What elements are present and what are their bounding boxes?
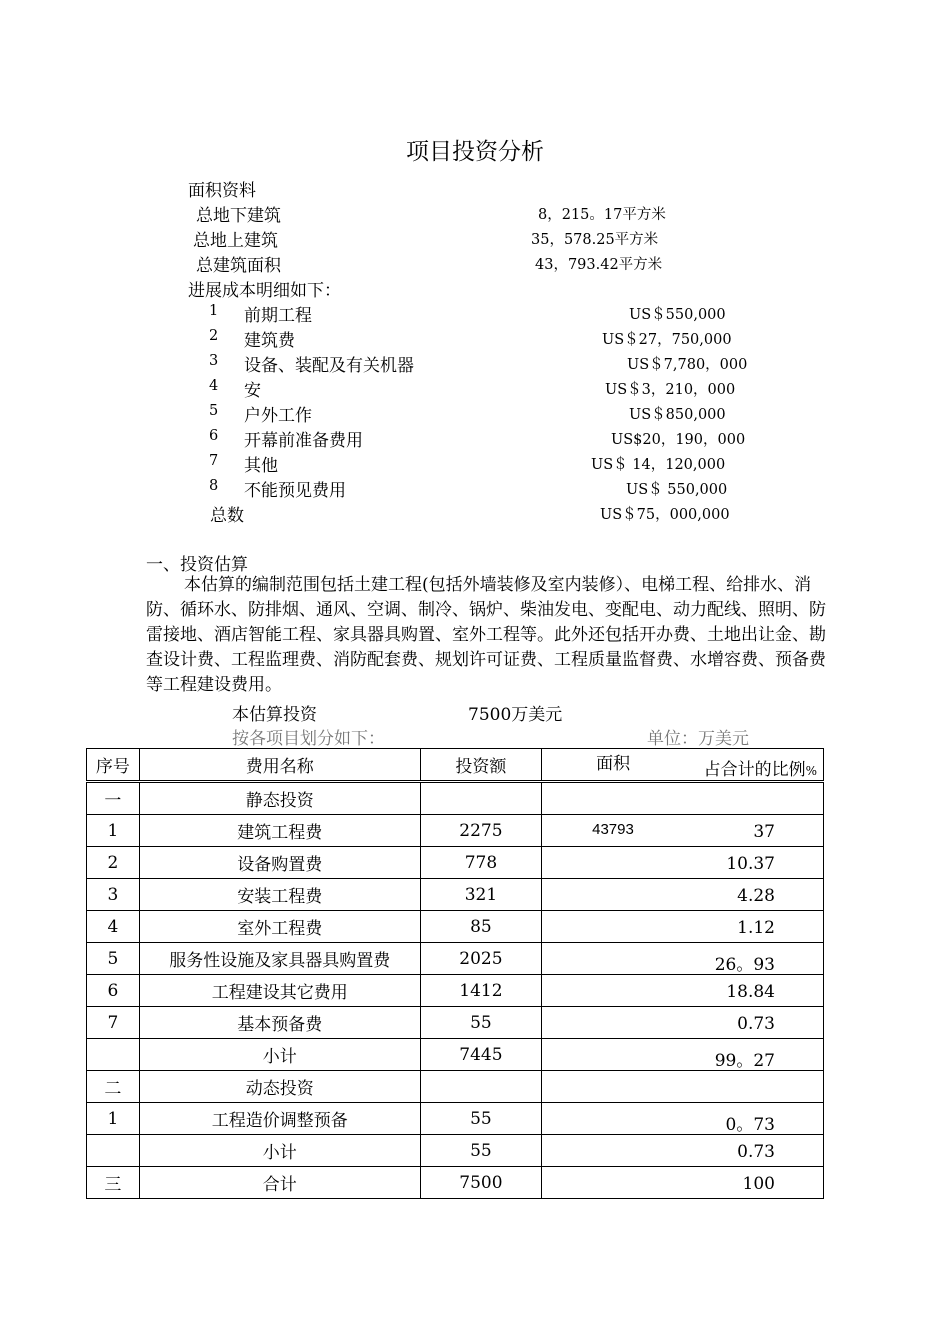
row-no: 4 — [87, 911, 140, 943]
row-area-ratio — [542, 943, 824, 975]
row-name: 设备购置费 — [139, 847, 420, 879]
cost-item-name: 户外工作 — [244, 406, 312, 426]
row-amount: 55 — [420, 1135, 541, 1167]
header-area: 面积 — [596, 754, 631, 774]
table-row — [87, 1135, 824, 1167]
row-no: 6 — [87, 975, 140, 1007]
row-amount: 85 — [420, 911, 541, 943]
row-area-ratio — [542, 1167, 824, 1199]
row-no: 7 — [87, 1007, 140, 1039]
unit-label: 单位：万美元 — [647, 729, 749, 749]
table-row — [87, 1039, 824, 1071]
area-value: 35，578.25平方米 — [531, 232, 659, 248]
row-amount: 7500 — [420, 1167, 541, 1199]
row-amount: 778 — [420, 847, 541, 879]
row-name: 室外工程费 — [139, 911, 420, 943]
row-name: 静态投资 — [139, 782, 420, 815]
row-ratio: 26。93 — [714, 955, 775, 975]
table-row — [87, 847, 824, 879]
row-name: 合计 — [139, 1167, 420, 1199]
row-area-ratio — [542, 879, 824, 911]
row-name: 小计 — [139, 1135, 420, 1167]
row-amount: 55 — [420, 1007, 541, 1039]
cost-item-no: 8 — [209, 478, 219, 494]
row-no — [87, 1039, 140, 1071]
row-amount: 55 — [420, 1103, 541, 1135]
row-name: 工程建设其它费用 — [139, 975, 420, 1007]
row-amount: 1412 — [420, 975, 541, 1007]
area-value: 43，793.42平方米 — [535, 257, 663, 273]
estimate-paragraph-text: 本估算的编制范围包括土建工程(包括外墙装修及室内装修）、电梯工程、给排水、消防、循环水、防排烟、通风、空调、制冷、锅炉、柴油发电、变配电、动力配线、照明、防雷接地、酒店智能工程、家具器具购置、室外工程等。此外还包括开办费、土地出让金、勘查设计费、工程监理费、消防配套费、规划许可证费、工程质量监督费、水增容费、预备费等工程建设费用。 — [146, 575, 826, 695]
row-name: 动态投资 — [139, 1071, 420, 1103]
row-ratio: 1.12 — [737, 918, 775, 938]
table-row — [87, 975, 824, 1007]
header-name: 费用名称 — [139, 749, 420, 782]
cost-item-no: 7 — [209, 453, 219, 469]
area-label: 总地上建筑 — [193, 231, 278, 251]
row-ratio: 100 — [742, 1174, 775, 1194]
row-area: 43793 — [592, 821, 634, 838]
row-ratio: 10.37 — [726, 854, 775, 874]
row-no: 二 — [87, 1071, 140, 1103]
row-area-ratio — [542, 1135, 824, 1167]
header-amount: 投资额 — [420, 749, 541, 782]
table-row — [87, 879, 824, 911]
cost-heading: 进展成本明细如下： — [188, 281, 341, 301]
cost-item-no: 5 — [209, 403, 219, 419]
header-ratio-wrap — [704, 755, 817, 780]
row-ratio: 0.73 — [737, 1014, 775, 1034]
row-area-ratio — [542, 1103, 824, 1135]
cost-item-amount: US＄ 14，120,000 — [591, 457, 726, 473]
cost-item-no: 3 — [209, 353, 219, 369]
cost-item-amount: US＄7,780，000 — [627, 357, 748, 373]
row-amount: 321 — [420, 879, 541, 911]
invest-value: 7500万美元 — [468, 705, 563, 725]
cost-item-no: 1 — [209, 303, 219, 319]
row-no: 2 — [87, 847, 140, 879]
cost-item-name: 前期工程 — [244, 306, 312, 326]
cost-item-amount: US＄ 550,000 — [626, 482, 728, 498]
row-amount: 7445 — [420, 1039, 541, 1071]
cost-item-amount: US＄27，750,000 — [602, 332, 732, 348]
cost-item-amount: US＄3，210，000 — [605, 382, 736, 398]
table-row — [87, 911, 824, 943]
table-header-row — [87, 749, 824, 782]
row-area-ratio — [542, 815, 824, 847]
split-label: 按各项目划分如下： — [232, 729, 385, 749]
header-area-ratio-cell — [542, 749, 824, 782]
row-amount — [420, 1071, 541, 1103]
area-label: 总建筑面积 — [196, 256, 281, 276]
row-amount: 2275 — [420, 815, 541, 847]
header-ratio: 占合计的比例 — [703, 760, 806, 780]
cost-item-amount: US＄550,000 — [629, 307, 726, 323]
row-no: 一 — [87, 782, 140, 815]
row-name: 服务性设施及家具器具购置费 — [139, 943, 420, 975]
row-ratio: 0.73 — [737, 1142, 775, 1162]
cost-item-name: 不能预见费用 — [244, 481, 346, 501]
area-heading: 面积资料 — [188, 181, 256, 201]
table-row — [87, 815, 824, 847]
row-name: 工程造价调整预备 — [139, 1103, 420, 1135]
row-amount: 2025 — [420, 943, 541, 975]
cost-item-name: 设备、装配及有关机器 — [244, 356, 414, 376]
cost-item-no: 2 — [209, 328, 219, 344]
table-row — [87, 943, 824, 975]
cost-item-no: 4 — [209, 378, 219, 394]
table-row — [87, 1103, 824, 1135]
area-value: 8，215。17平方米 — [538, 207, 666, 223]
header-no: 序号 — [87, 749, 140, 782]
row-ratio: 37 — [753, 822, 775, 842]
area-label: 总地下建筑 — [196, 206, 281, 226]
table-row — [87, 1007, 824, 1039]
row-no: 5 — [87, 943, 140, 975]
cost-item-amount: US＄850,000 — [629, 407, 726, 423]
header-ratio-unit: % — [805, 764, 817, 778]
row-no — [87, 1135, 140, 1167]
row-ratio: 0。73 — [725, 1115, 775, 1135]
cost-total-label: 总数 — [210, 506, 244, 526]
cost-total-amount: US＄75，000,000 — [600, 507, 730, 523]
cost-item-amount: US$20，190，000 — [611, 432, 746, 448]
row-no: 3 — [87, 879, 140, 911]
cost-item-name: 开幕前准备费用 — [244, 431, 363, 451]
row-name: 小计 — [139, 1039, 420, 1071]
estimate-paragraph — [146, 573, 836, 698]
row-area-ratio — [542, 847, 824, 879]
row-ratio: 18.84 — [726, 982, 775, 1002]
table-row — [87, 1071, 824, 1103]
row-area-ratio — [542, 1071, 824, 1103]
cost-item-no: 6 — [209, 428, 219, 444]
row-area-ratio — [542, 975, 824, 1007]
table-row — [87, 1167, 824, 1199]
row-no: 1 — [87, 1103, 140, 1135]
invest-label: 本估算投资 — [232, 705, 317, 725]
row-name: 基本预备费 — [139, 1007, 420, 1039]
investment-table — [86, 748, 824, 1199]
estimate-heading: 一、投资估算 — [146, 555, 248, 575]
row-area-ratio — [542, 911, 824, 943]
row-amount — [420, 782, 541, 815]
row-area-ratio — [542, 782, 824, 815]
row-area-ratio — [542, 1039, 824, 1071]
cost-item-name: 安 — [244, 381, 261, 401]
row-ratio: 4.28 — [737, 886, 775, 906]
row-no: 三 — [87, 1167, 140, 1199]
row-name: 建筑工程费 — [139, 815, 420, 847]
cost-item-name: 建筑费 — [244, 331, 295, 351]
cost-item-name: 其他 — [244, 456, 278, 476]
row-no: 1 — [87, 815, 140, 847]
page-title: 项目投资分析 — [406, 139, 544, 165]
row-ratio: 99。27 — [714, 1051, 775, 1071]
row-area-ratio — [542, 1007, 824, 1039]
row-name: 安装工程费 — [139, 879, 420, 911]
table-row — [87, 782, 824, 815]
